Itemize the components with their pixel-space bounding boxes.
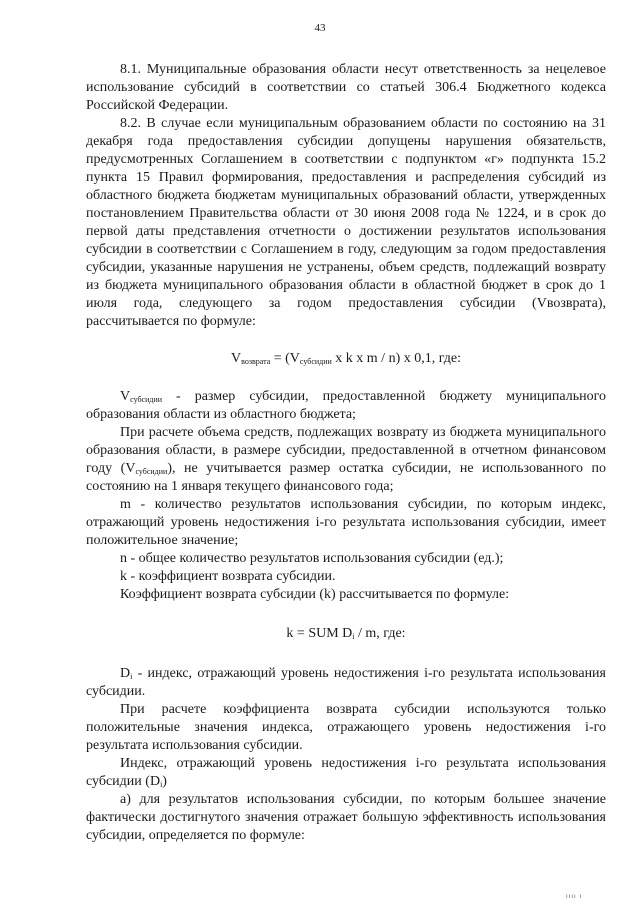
formula2-post: / m, где:: [354, 626, 406, 641]
def-v-symbol: V: [120, 389, 131, 404]
definition-n: n - общее количество результатов использования субсидии (ед.);: [120, 551, 504, 566]
formula2-sub: i: [352, 632, 355, 641]
def-v-sub: субсидии: [130, 395, 162, 404]
paragraph-a: а) для результатов использования субсидии, по которым большее значение фактически достигнутого значения отражает большую эффективность использования субсидии, определяется по формуле:: [86, 792, 606, 843]
paragraph-8-1: 8.1. Муниципальные образования области несут ответственность за нецелевое использование субсидий в соответствии со статьей 306.4 Бюджетного кодекса Российской Федерации.: [86, 62, 606, 113]
definition-k: k - коэффициент возврата субсидии.: [120, 569, 336, 584]
scan-mark: ıııı ı: [566, 893, 583, 900]
definition-di: [86, 665, 606, 701]
index-note-sub: i: [160, 780, 163, 789]
formula-sub-return: возврата: [241, 357, 271, 366]
page-number: 43: [314, 22, 326, 34]
def-v-text: - размер субсидии, предоставленной бюджету муниципального образования области из областного бюджета;: [86, 389, 606, 422]
formula2-pre: k = SUM D: [286, 626, 353, 641]
calc-note-paragraph: [86, 424, 606, 496]
formula-return-volume: [86, 350, 606, 368]
formula-rest: x k x m / n) x 0,1, где:: [331, 351, 462, 366]
paragraph-8-2: 8.2. В случае если муниципальным образованием области по состоянию на 31 декабря года предоставления субсидии допущены нарушения обязательств, предусмотренных Соглашением в соответствии с подпунктом «г» подпункта 15.2 пункта 15 Правил формирования, предоставления и распределения субсидий из областного бюджета бюджетам муниципальных образований области, утвержденных постановлением Правительства области от 30 июня 2008 года № 1224, и в срок до первой даты представления отчетности о достижении результатов использования субсидии в соответствии с Соглашением в году, следующим за годом предоставления субсидии, указанные нарушения не устранены, объем средств, подлежащий возврату из бюджета муниципального образования области в областной бюджет в срок до 1 июля года, следующего за годом предоставления субсидии (Vвозврата), рассчитывается по формуле:: [86, 116, 606, 329]
document-body: [86, 61, 606, 845]
formula-v-symbol: V: [230, 351, 242, 366]
index-note-paragraph: [86, 755, 606, 791]
definition-v-subsidy: [86, 388, 606, 424]
formula-equals: = (V: [270, 351, 300, 366]
index-note-post: ): [162, 774, 167, 789]
calc-note-pre: При расчете объема средств, подлежащих возврату из бюджета муниципального образования области, в размере субсидии, предоставленной в отчетном финансовом году (V: [86, 425, 606, 476]
coefficient-intro: Коэффициент возврата субсидии (k) рассчитывается по формуле:: [120, 587, 510, 602]
def-d-symbol: D: [120, 666, 131, 681]
calc-note-sub: субсидии: [135, 467, 168, 476]
index-note-pre: Индекс, отражающий уровень недостижения i-го результата использования субсидии (D: [86, 756, 606, 789]
def-d-sub: i: [130, 672, 133, 681]
positive-values-note: При расчете коэффициента возврата субсидии используются только положительные значения индекса, отражающего уровень недостижения i-го результата использования субсидии.: [86, 702, 606, 753]
formula-coefficient: [86, 625, 606, 643]
calc-note-post: ), не учитывается размер остатка субсидии, не использованного по состоянию на 1 января текущего финансового года;: [86, 461, 606, 494]
def-d-text: - индекс, отражающий уровень недостижения i-го результата использования субсидии.: [86, 666, 606, 699]
formula-sub-subsidy: субсидии: [299, 357, 332, 366]
definition-m: m - количество результатов использования субсидии, по которым индекс, отражающий уровень недостижения i-го результата использования субсидии, имеет положительное значение;: [86, 497, 606, 548]
